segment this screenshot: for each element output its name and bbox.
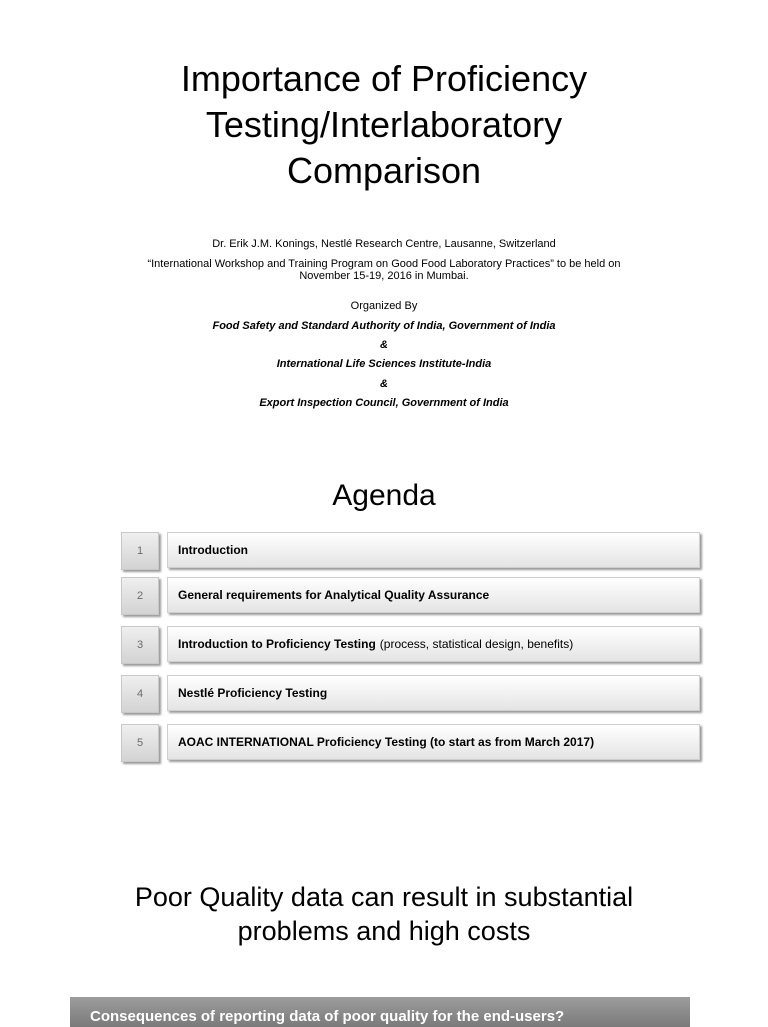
agenda-title: Agenda (332, 479, 436, 512)
agenda-item-1 (121, 532, 704, 570)
agenda-label-text: Nestlé Proficiency Testing (178, 686, 328, 700)
agenda-number-4: 4 (121, 675, 159, 713)
ampersand-1: & (380, 339, 388, 351)
agenda-label-text: General requirements for Analytical Quality Assurance (178, 588, 490, 602)
organized-by-label: Organized By (350, 300, 418, 312)
quality-line-2: problems and high costs (237, 916, 531, 946)
consequences-banner: Consequences of reporting data of poor quality for the end-users? (70, 997, 690, 1027)
organizer-eic: Export Inspection Council, Government of India (259, 397, 509, 409)
agenda-number-3: 3 (121, 626, 159, 664)
title-line-2: Testing/Interlaboratory (205, 104, 563, 145)
agenda-label-1 (167, 532, 700, 568)
ampersand-2: & (380, 378, 388, 390)
agenda-number-2: 2 (121, 577, 159, 615)
organizer-ilsi: International Life Sciences Institute-India (276, 358, 492, 370)
quality-heading (0, 880, 768, 948)
author-line: Dr. Erik J.M. Konings, Nestlé Research Centre, Lausanne, Switzerland (212, 238, 556, 250)
agenda-item-5 (121, 724, 704, 762)
organizer-fssai: Food Safety and Standard Authority of India, Government of India (212, 320, 556, 332)
quality-line-1: Poor Quality data can result in substantial (134, 882, 634, 912)
workshop-info (0, 258, 768, 282)
agenda-item-3 (121, 626, 704, 664)
agenda-label-2 (167, 577, 700, 613)
agenda-number-1: 1 (121, 532, 159, 570)
agenda-number-5: 5 (121, 724, 159, 762)
title-line-3: Comparison (286, 150, 482, 191)
agenda-label-text: AOAC INTERNATIONAL Proficiency Testing (to start as from March 2017) (178, 735, 595, 749)
agenda-label-4 (167, 675, 700, 711)
agenda-label-text: Introduction to Proficiency Testing (178, 637, 376, 651)
page-title (0, 56, 768, 194)
agenda-label-text: Introduction (178, 543, 248, 557)
agenda-label-3 (167, 626, 700, 662)
workshop-line-1: “International Workshop and Training Program on Good Food Laboratory Practices” to be held on (147, 258, 621, 270)
agenda-label-5 (167, 724, 700, 760)
agenda-label-extra: (process, statistical design, benefits) (379, 637, 574, 651)
agenda-item-4 (121, 675, 704, 713)
workshop-line-2: November 15-19, 2016 in Mumbai. (299, 270, 469, 282)
title-line-1: Importance of Proficiency (180, 58, 588, 99)
agenda-item-2 (121, 577, 704, 615)
